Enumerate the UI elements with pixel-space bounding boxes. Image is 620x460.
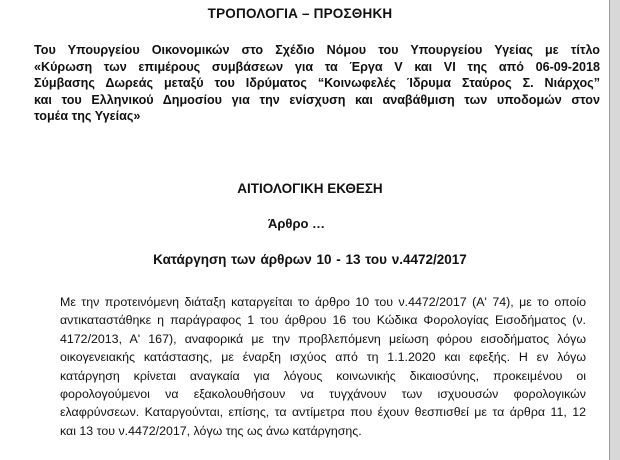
intro-line: «Κύρωση των επιμέρους συμβάσεων για τα Έργα V και VI της από 06-09-2018 <box>34 59 600 74</box>
intro-line: Σύμβασης Δωρεάς μεταξύ του Ιδρύματος “Κοινωφελές Ίδρυμα Σταύρος Σ. Νιάρχος” <box>34 76 600 90</box>
body-line: Με την προτεινόμενη διάταξη καταργείται το άρθρο 10 του ν.4472/2017 (Α' 74), με το οποίο <box>60 295 586 309</box>
body-line: οικογενειακής κατάστασης, με έναρξη ισχύος από τη 1.1.2020 και εφεξής. Η εν λόγω <box>60 350 586 365</box>
article-title: Κατάργηση των άρθρων 10 - 13 του ν.4472/2017 <box>153 252 467 267</box>
article-number: Άρθρο … <box>268 216 326 231</box>
page-edge-shadow <box>610 0 620 460</box>
body-line: 4172/2013, Α' 167), αναφορικά με την προβλεπόμενη μείωση φόρου εισοδήματος λόγω <box>60 331 586 346</box>
intro-line: Του Υπουργείου Οικονομικών στο Σχέδιο Νόμου του Υπουργείου Υγείας με τίτλο <box>34 43 600 57</box>
intro-line: τομέα της Υγείας» <box>34 109 141 123</box>
body-line: αντικαταστάθηκε η παράγραφος 1 του άρθρου 16 του Κώδικα Φορολογίας Εισοδήματος (ν. <box>60 313 586 328</box>
body-line: κατάργηση κρίνεται αναγκαία για λόγους κοινωνικής δικαιοσύνης, προκειμένου οι <box>60 368 586 383</box>
section-title: ΑΙΤΙΟΛΟΓΙΚΗ ΕΚΘΕΣΗ <box>237 181 383 196</box>
body-line: και 13 του ν.4472/2017, λόγω της ως άνω κατάργησης. <box>60 423 362 438</box>
body-line: ελαφρύνσεων. Καταργούνται, επίσης, τα αντίμετρα που έχουν θεσπισθεί με τα άρθρα 11, 12 <box>60 405 586 420</box>
intro-paragraph <box>34 42 600 125</box>
intro-line: και του Ελληνικού Δημοσίου για την ενίσχυση και αναβάθμιση των υποδομών στον <box>34 92 600 107</box>
body-paragraph <box>60 293 586 440</box>
body-line: φορολογούμενοι να εξακολουθήσουν να τυγχάνουν των ισχυουσών φορολογικών <box>60 387 586 402</box>
document-title: ΤΡΟΠΟΛΟΓΙΑ – ΠΡΟΣΘΗΚΗ <box>207 6 393 21</box>
